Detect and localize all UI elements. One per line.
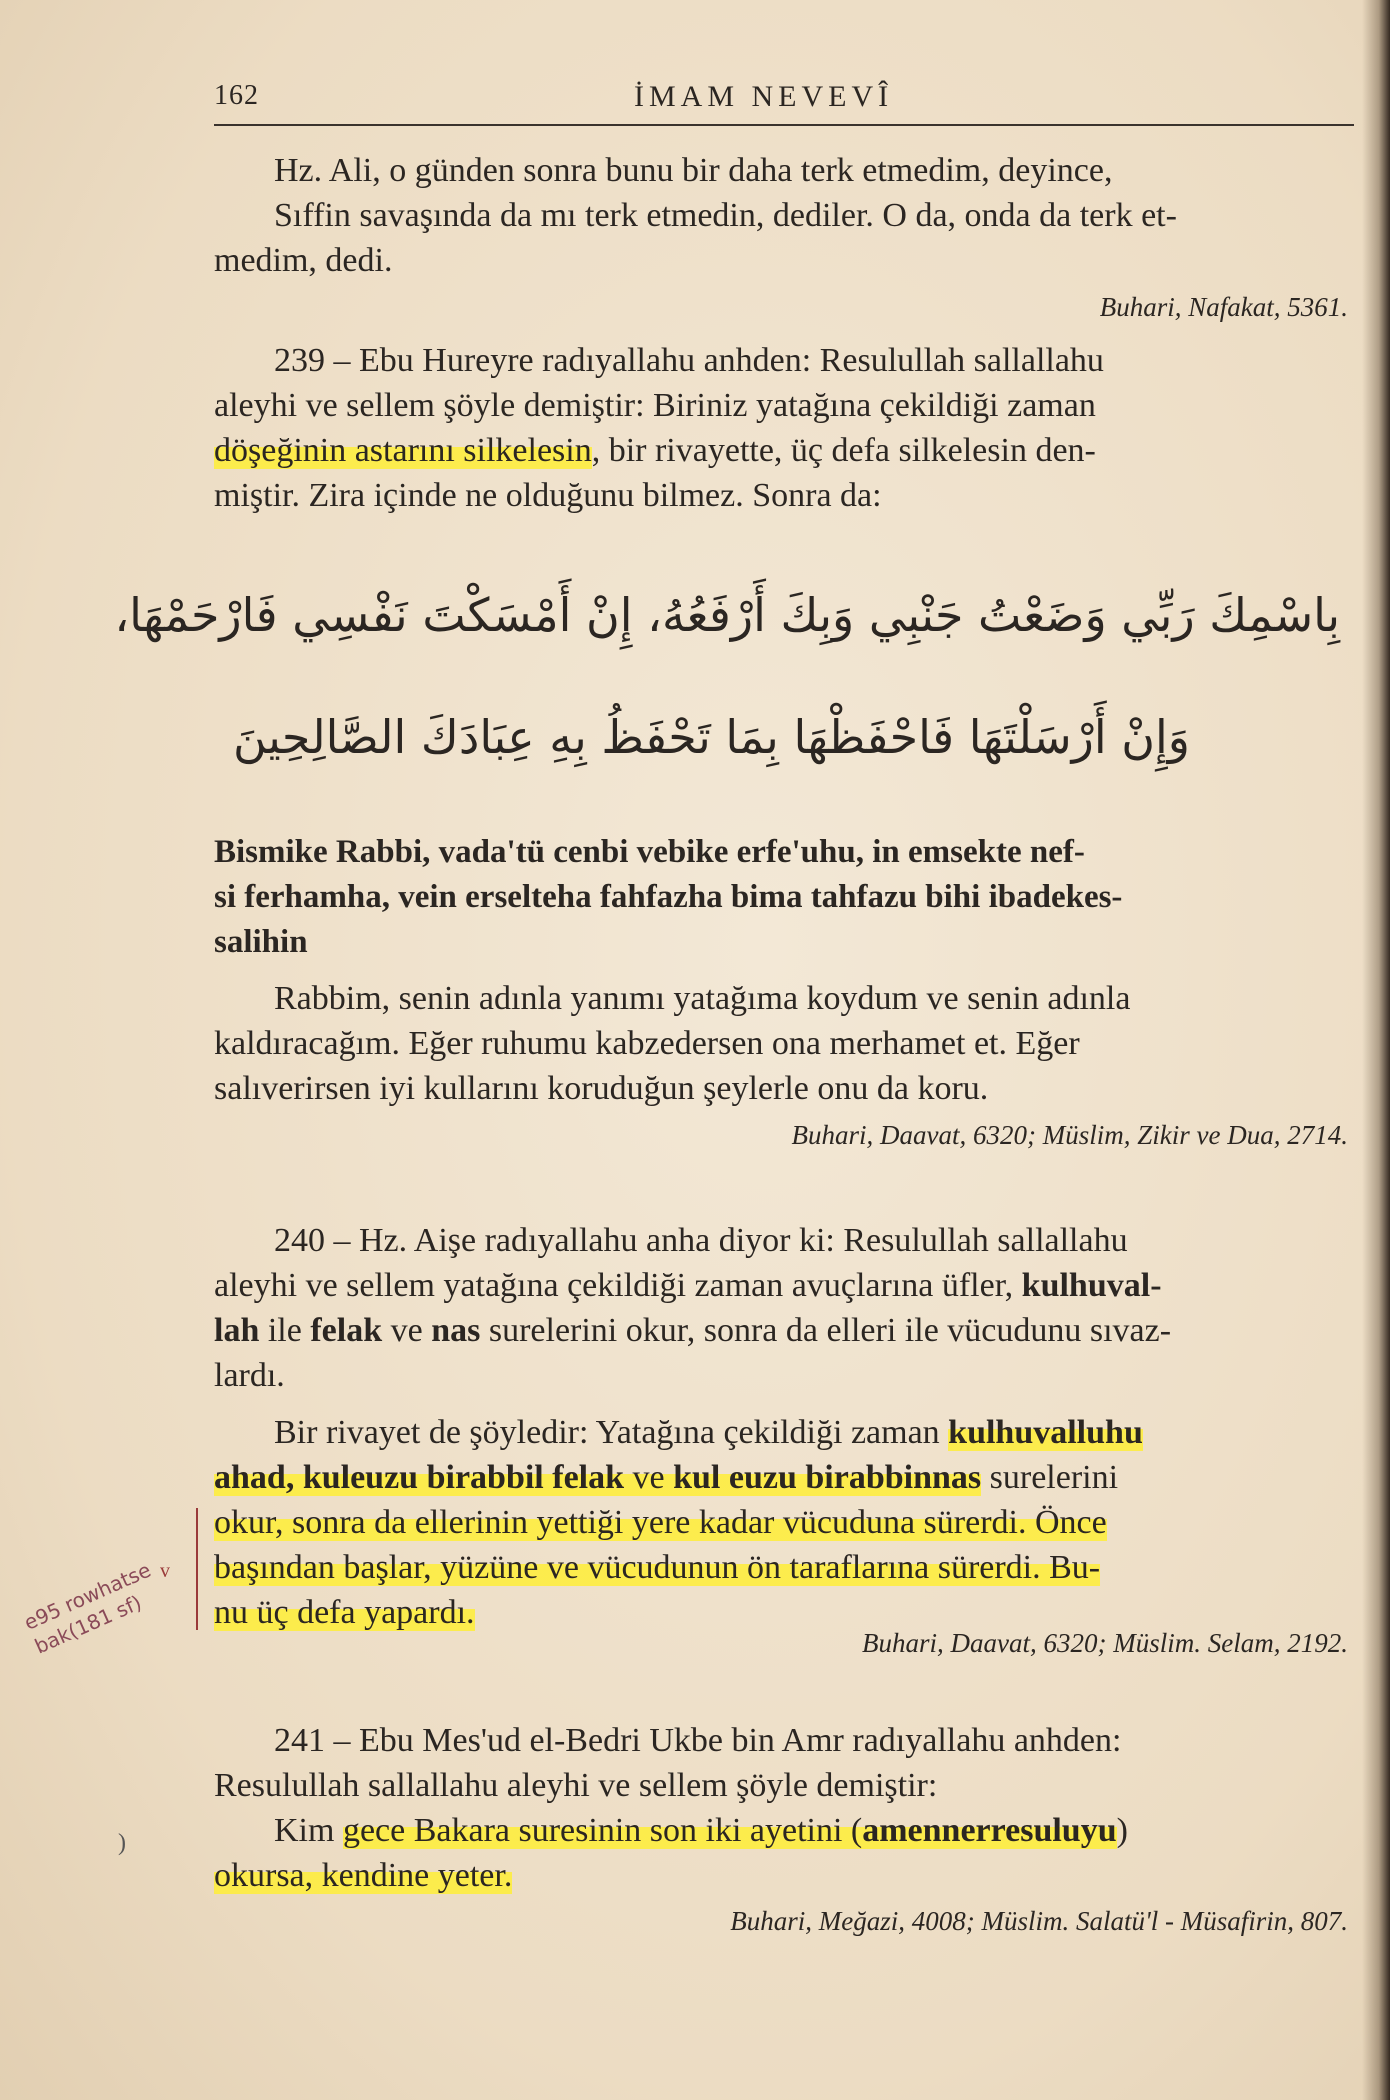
highlighted-bold-text: kulhuvalluhu bbox=[948, 1414, 1143, 1451]
text-line: 239 – Ebu Hureyre radıyallahu anhden: Resulullah sallallahu bbox=[274, 342, 1104, 379]
text-line: 240 – Hz. Aişe radıyallahu anha diyor ki: Resulullah sallallahu bbox=[274, 1222, 1128, 1259]
text-line: Rabbim, senin adınla yanımı yatağıma koydum ve senin adınla bbox=[274, 980, 1131, 1017]
highlighted-text: ve bbox=[624, 1459, 674, 1496]
page-header bbox=[214, 80, 1354, 126]
text-segment: ve bbox=[382, 1312, 432, 1349]
text-line bbox=[214, 1263, 1350, 1308]
citation-807: Buhari, Meğazi, 4008; Müslim. Salatü'l - Müsafirin, 807. bbox=[730, 1906, 1348, 1936]
text-line: 241 – Ebu Mes'ud el-Bedri Ukbe bin Amr radıyallahu anhden: bbox=[274, 1722, 1122, 1759]
highlighted-text: nu üç defa yapardı. bbox=[214, 1594, 475, 1631]
text-line bbox=[214, 1308, 1350, 1353]
transliteration bbox=[214, 830, 1350, 965]
text-line: miştir. Zira içinde ne olduğunu bilmez. Sonra da: bbox=[214, 477, 882, 514]
text-line: salıverirsen iyi kullarını koruduğun şeylerle onu da koru. bbox=[214, 1070, 989, 1107]
running-title: İMAM NEVEVÎ bbox=[634, 80, 894, 113]
highlighted-bold-text: ahad, kuleuzu birabbil felak bbox=[214, 1459, 625, 1496]
text-line: si ferhamha, vein erselteha fahfazha bima tahfazu bihi ibadekes- bbox=[214, 879, 1123, 915]
spine-shadow bbox=[1362, 0, 1390, 2100]
text-segment: Kim bbox=[274, 1812, 343, 1849]
text-line: Hz. Ali, o günden sonra bunu bir daha terk etmedim, deyince, bbox=[274, 152, 1113, 189]
text-line: salihin bbox=[214, 924, 308, 960]
text-segment: Bir rivayet de şöyledir: Yatağına çekildiği zaman bbox=[274, 1414, 949, 1451]
page-number: 162 bbox=[214, 80, 259, 111]
text-line bbox=[214, 1545, 1350, 1590]
highlighted-text: başından başlar, yüzüne ve vücudunun ön taraflarına sürerdi. Bu- bbox=[214, 1549, 1101, 1586]
text-line: Sıffin savaşında da mı terk etmedin, dediler. O da, onda da terk et- bbox=[274, 197, 1177, 234]
text-line: kaldıracağım. Eğer ruhumu kabzedersen ona merhamet et. Eğer bbox=[214, 1025, 1080, 1062]
text-line: lardı. bbox=[214, 1357, 285, 1394]
text-segment: ) bbox=[1116, 1812, 1128, 1849]
hadith-240 bbox=[214, 1218, 1350, 1398]
paragraph-ali bbox=[214, 148, 1350, 283]
text-line bbox=[214, 1808, 1350, 1853]
translation bbox=[214, 976, 1350, 1111]
arabic-line-1: بِاسْمِكَ رَبِّي وَضَعْتُ جَنْبِي وَبِكَ أَرْفَعُهُ، إِنْ أَمْسَكْتَ نَفْسِي فَارْحَمْهَا، bbox=[114, 588, 1340, 642]
text-line bbox=[214, 1500, 1350, 1545]
text-segment: ile bbox=[259, 1312, 311, 1349]
citation-2714: Buhari, Daavat, 6320; Müslim, Zikir ve Dua, 2714. bbox=[791, 1120, 1348, 1150]
riwayat-paragraph bbox=[214, 1410, 1350, 1635]
text-line: Bismike Rabbi, vada'tü cenbi vebike erfe'uhu, in emsekte nef- bbox=[214, 834, 1085, 870]
arabic-line-2: وَإِنْ أَرْسَلْتَهَا فَاحْفَظْهَا بِمَا تَحْفَظُ بِهِ عِبَادَكَ الصَّالِحِينَ bbox=[232, 710, 1190, 764]
hadith-239 bbox=[214, 338, 1350, 518]
bold-text: lah bbox=[214, 1312, 260, 1349]
text-line: aleyhi ve sellem şöyle demiştir: Biriniz yatağına çekildiği zaman bbox=[214, 387, 1096, 424]
handwritten-margin-note: e95 rowhatse bak(181 sf) bbox=[20, 1557, 155, 1659]
citation-5361: Buhari, Nafakat, 5361. bbox=[1099, 292, 1348, 322]
bold-text: felak bbox=[310, 1312, 383, 1349]
highlighted-text: okursa, kendine yeter. bbox=[214, 1857, 513, 1894]
highlighted-text: okur, sonra da ellerinin yettiği yere kadar vücuduna sürerdi. Önce bbox=[214, 1504, 1107, 1541]
highlighted-bold-text: kul euzu birabbinnas bbox=[673, 1459, 982, 1496]
citation-2192: Buhari, Daavat, 6320; Müslim. Selam, 2192. bbox=[862, 1628, 1348, 1658]
highlighted-text: döşeğinin astarını silkelesin bbox=[214, 432, 592, 469]
bold-text: nas bbox=[431, 1312, 481, 1349]
bold-text: kulhuval- bbox=[1021, 1267, 1162, 1304]
highlighted-bold-text: amennerresuluyu bbox=[862, 1812, 1117, 1849]
text-line bbox=[214, 1853, 1350, 1898]
text-line bbox=[214, 428, 1350, 473]
highlighted-text: gece Bakara suresinin son iki ayetini ( bbox=[342, 1812, 863, 1849]
text-line: medim, dedi. bbox=[214, 242, 393, 279]
text-line bbox=[214, 1455, 1350, 1500]
margin-tick-mark: v bbox=[160, 1560, 170, 1582]
text-segment: surelerini bbox=[981, 1459, 1119, 1496]
text-segment: surelerini okur, sonra da elleri ile vücudunu sıvaz- bbox=[480, 1312, 1172, 1349]
hadith-241 bbox=[214, 1718, 1350, 1898]
pencil-mark: ) bbox=[118, 1830, 126, 1856]
text-segment: aleyhi ve sellem yatağına çekildiği zaman avuçlarına üfler, bbox=[214, 1267, 1022, 1304]
text-line: Resulullah sallallahu aleyhi ve sellem şöyle demiştir: bbox=[214, 1767, 938, 1804]
text-segment: , bir rivayette, üç defa silkelesin den- bbox=[591, 432, 1096, 469]
text-line bbox=[214, 1410, 1350, 1455]
